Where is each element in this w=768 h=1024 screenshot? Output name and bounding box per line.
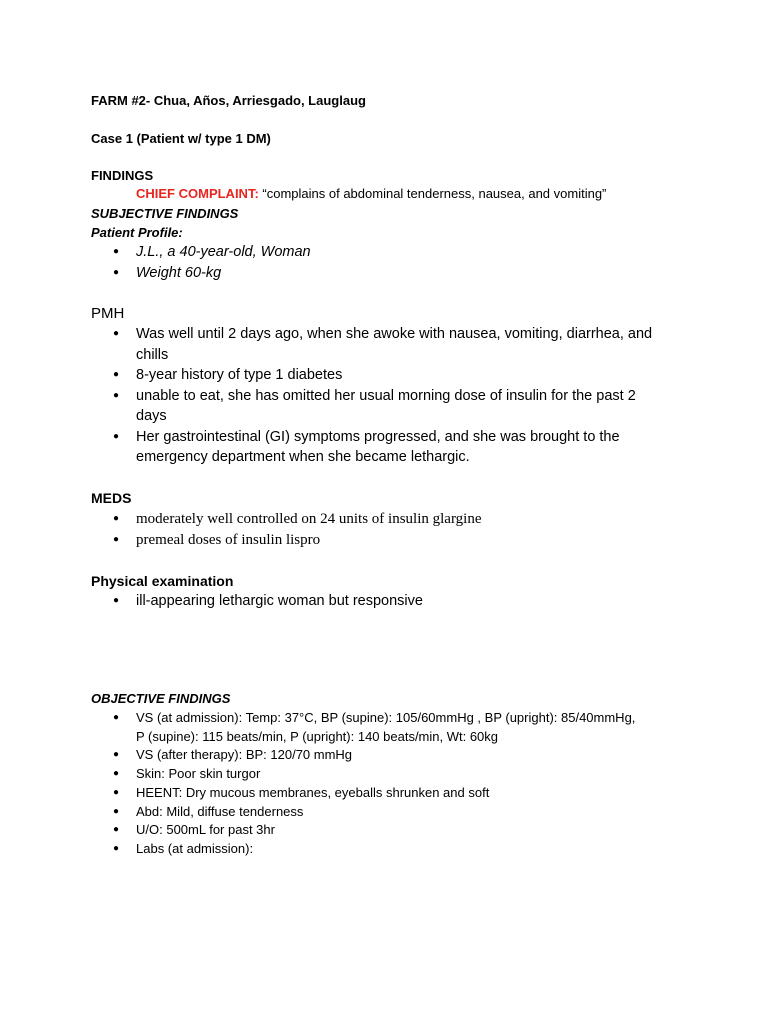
list-item: ● 8-year history of type 1 diabetes [110,365,652,386]
objective-heading: OBJECTIVE FINDINGS [91,691,231,706]
list-item: ● HEENT: Dry mucous membranes, eyeballs shrunken and soft [110,784,635,803]
case-heading: Case 1 (Patient w/ type 1 DM) [91,131,271,146]
list-item: ● VS (after therapy): BP: 120/70 mmHg [110,746,635,765]
bullet-icon: ● [113,533,120,545]
bullet-icon: ● [113,328,120,339]
list-item: ● Was well until 2 days ago, when she awoke with nausea, vomiting, diarrhea, and chills [113,326,653,363]
meds-list [110,509,482,550]
bullet-icon: ● [113,267,120,278]
subjective-heading: SUBJECTIVE FINDINGS [91,206,239,221]
list-item: ● moderately well controlled on 24 units of insulin glargine [110,509,482,530]
list-item: ● unable to eat, she has omitted her usual morning dose of insulin for the past 2 days [113,387,636,424]
list-item: ● Labs (at admission): [110,840,635,859]
bullet-icon: ● [113,595,120,606]
findings-heading: FINDINGS [91,168,154,183]
list-item: ● Abd: Mild, diffuse tenderness [110,803,635,822]
list-item: ● premeal doses of insulin lispro [110,530,482,551]
list-item: ● ill-appearing lethargic woman but responsive [110,591,423,612]
bullet-icon: ● [113,389,120,401]
physical-exam-heading: Physical examination [91,573,234,589]
pmh-list [110,324,652,468]
meds-heading: MEDS [91,490,132,506]
bullet-icon: ● [113,430,120,442]
bullet-icon: ● [113,369,120,380]
bullet-icon: ● [113,246,120,257]
list-item: ● J.L., a 40-year-old, Woman [110,242,311,263]
list-item: ● Weight 60-kg [110,263,311,284]
chief-complaint-label: CHIEF COMPLAINT: [136,186,259,201]
patient-profile-heading: Patient Profile: [91,225,183,240]
bullet-icon: ● [113,786,120,798]
list-item: ● U/O: 500mL for past 3hr [110,821,635,840]
bullet-icon: ● [113,842,120,854]
objective-list [110,709,635,859]
bullet-icon: ● [113,513,120,524]
chief-complaint [136,186,606,201]
pmh-heading: PMH [91,305,125,322]
list-item: ● Her gastrointestinal (GI) symptoms progressed, and she was brought to the emergency department when she became lethargic. [113,428,620,465]
list-item: ● Skin: Poor skin turgor [110,765,635,784]
bullet-icon: ● [113,712,120,723]
patient-profile-list [110,242,311,284]
bullet-icon: ● [113,768,120,780]
bullet-icon: ● [113,805,120,817]
list-item: ● VS (at admission): Temp: 37°C, BP (supine): 105/60mmHg , BP (upright): 85/40mmHg, P (supine): 115 beats/min, P (upright): 140 beats/min, Wt: 60kg [113,710,636,744]
chief-complaint-text: “complains of abdominal tenderness, nausea, and vomiting” [262,186,607,201]
bullet-icon: ● [113,749,120,761]
bullet-icon: ● [113,824,120,836]
physical-exam-list [110,591,423,612]
document-title: FARM #2- Chua, Años, Arriesgado, Lauglaug [91,93,366,108]
